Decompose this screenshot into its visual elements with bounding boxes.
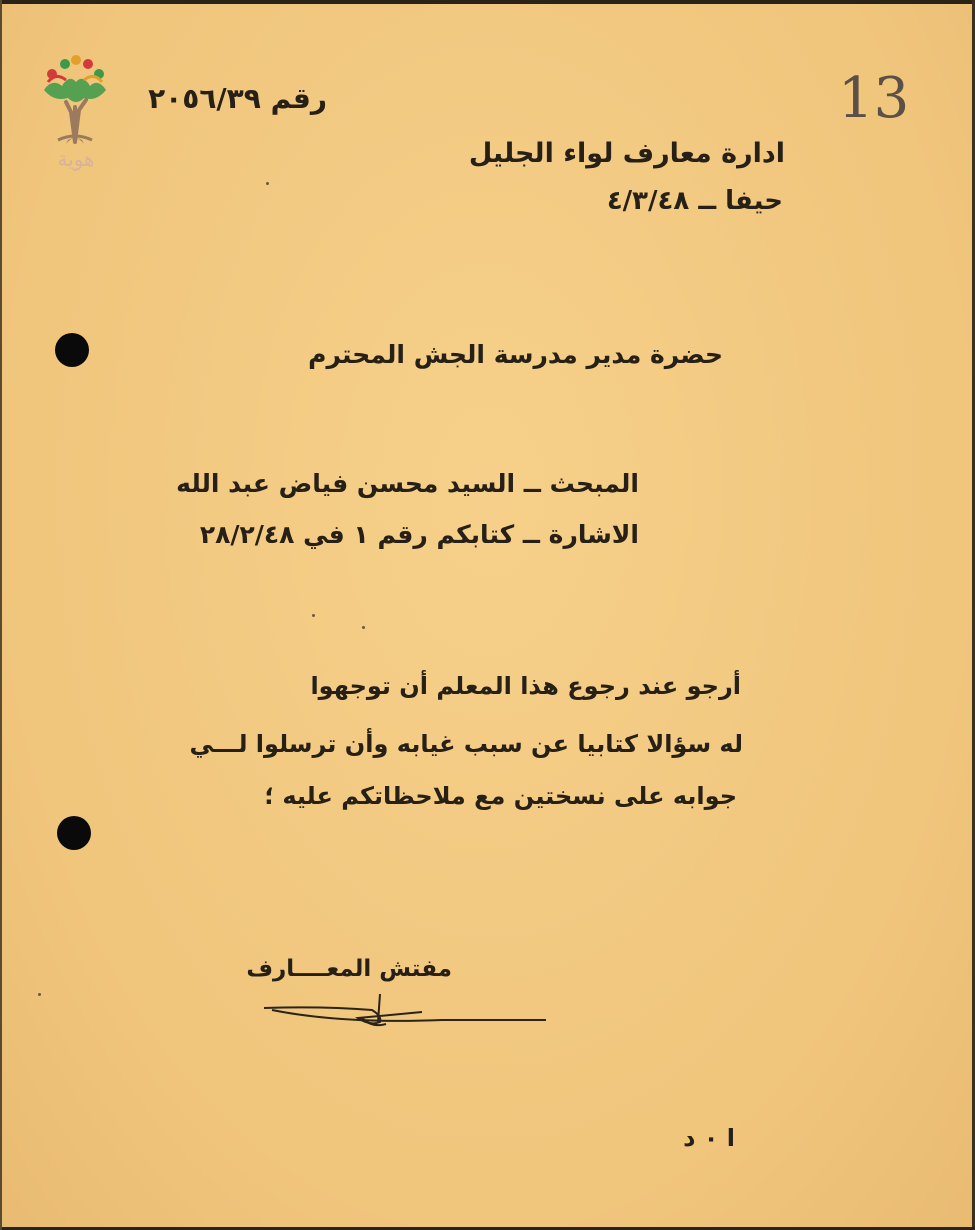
ink-speck [312, 614, 315, 617]
tree-logo-icon [36, 52, 114, 202]
addressee-line: حضرة مدير مدرسة الجش المحترم [308, 340, 723, 369]
punch-hole-bottom [57, 816, 91, 850]
department-heading: ادارة معارف لواء الجليل [468, 138, 785, 169]
subject-line: المبحث ــ السيد محسن فياض عبد الله [176, 469, 639, 498]
body-line: أرجو عند رجوع هذا المعلم أن توجهوا [310, 672, 741, 700]
scan-edge-left [0, 0, 2, 1230]
ink-speck [38, 993, 41, 996]
ink-speck [362, 626, 365, 629]
signatory-title: مفتش المعــــارف [246, 956, 452, 982]
handwritten-signature [262, 988, 552, 1033]
reference-line: الاشارة ــ كتابكم رقم ١ في ٢٨/٢/٤٨ [199, 520, 639, 549]
logo-caption: هوية [57, 147, 95, 171]
footer-initials: ا ٠ د [683, 1124, 735, 1152]
punch-hole-top [55, 333, 89, 367]
place-date: حيفا ــ ٤/٣/٤٨ [606, 186, 783, 216]
ink-speck [266, 182, 269, 185]
scan-edge-top [0, 0, 975, 4]
body-line: جوابه على نسختين مع ملاحظاتكم عليه ؛ [264, 782, 737, 810]
reference-number: رقم ٢٠٥٦/٣٩ [148, 82, 327, 115]
body-line: له سؤالا كتابيا عن سبب غيابه وأن ترسلوا لـــي [189, 730, 743, 758]
page-number: 13 [838, 66, 910, 131]
